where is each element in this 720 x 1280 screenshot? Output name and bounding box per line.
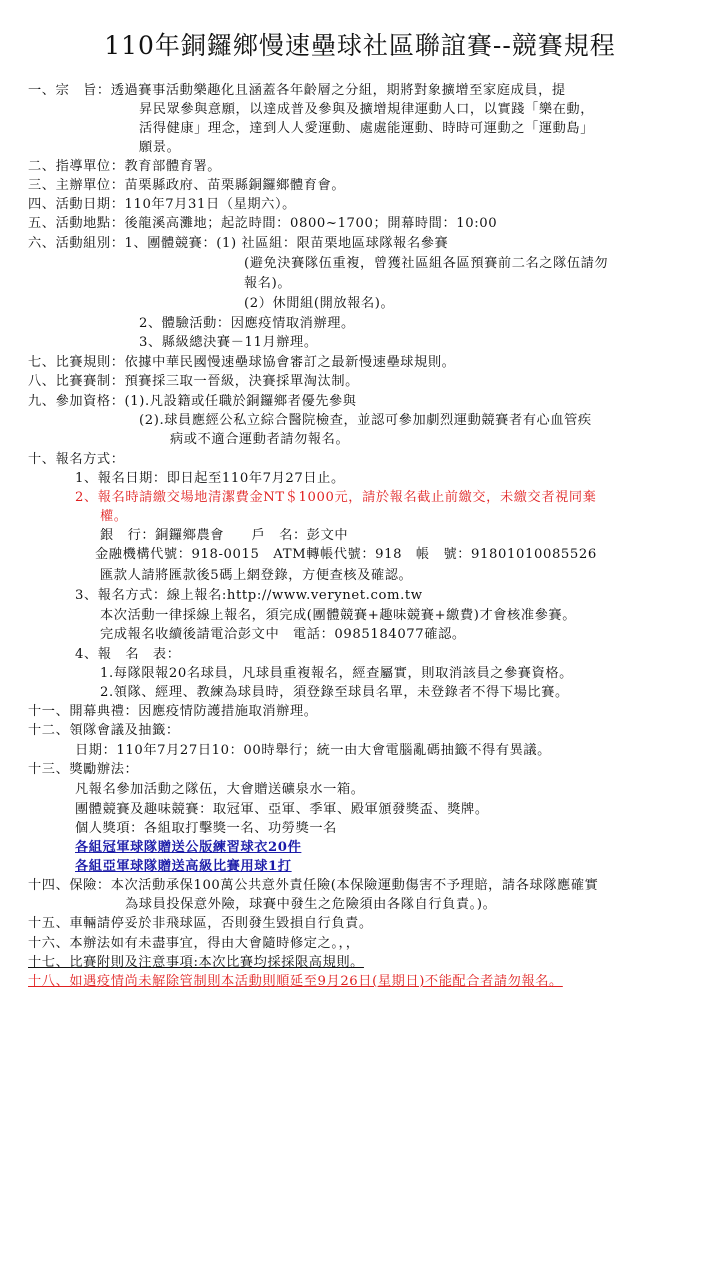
bank-info: 銀 行：銅鑼鄉農會 戶 名：彭文中 (100, 528, 349, 543)
eligibility-line-1: 九、參加資格：(1).凡設籍或任職於銅鑼鄉者優先參與 (28, 394, 357, 409)
purpose-line-2: 昇民眾參與意願，以達成普及參與及擴增規律運動人口，以實踐「樂在動， (139, 102, 594, 117)
insurance-line-2: 為球員投保意外險，球賽中發生之危險須由各隊自行負責。)。 (125, 897, 497, 912)
registration-fee-line-1: 2、報名時請繳交場地清潔費金NT＄1000元，請於報名截止前繳交，未繳交者視同棄 (75, 490, 597, 505)
purpose-line-4: 願景。 (139, 140, 181, 155)
form-rule-2: 2.領隊、經理、教練為球員時，須登錄至球員名單，未登錄者不得下場比賽。 (100, 685, 569, 700)
event-date: 四、活動日期：110年7月31日（星期六）。 (28, 197, 296, 212)
registration-date: 1、報名日期：即日起至110年7月27日止。 (75, 471, 345, 486)
awards-line-1: 凡報名參加活動之隊伍，大會贈送礦泉水一箱。 (75, 782, 365, 797)
organizer: 三、主辦單位：苗栗縣政府、苗栗縣銅鑼鄉體育會。 (28, 178, 346, 193)
groups-line-2: (避免決賽隊伍重複，曾獲社區組各區預賽前二名之隊伍請勿 (244, 256, 609, 271)
eligibility-line-3: 病或不適合運動者請勿報名。 (170, 432, 350, 447)
confirmation-contact: 完成報名收續後請電洽彭文中 電話：0985184077確認。 (100, 627, 466, 642)
groups-line-3: 報名)。 (244, 276, 292, 291)
registration-fee-line-2: 權。 (100, 509, 128, 524)
registration-method: 3、報名方式：線上報名:http://www.verynet.com.tw (75, 588, 423, 603)
awards-line-2: 團體競賽及趣味競賽：取冠軍、亞軍、季軍、殿軍頒發獎盃、獎牌。 (75, 802, 489, 817)
awards-line-3: 個人獎項：各組取打擊獎一名、功勞獎一名 (75, 821, 337, 836)
champion-prize: 各組冠軍球隊贈送公版練習球衣20件 (75, 840, 302, 855)
remittance-note: 匯款人請將匯款後5碼上網登錄，方便查核及確認。 (100, 568, 413, 583)
groups-line-1: 六、活動組別：1、團體競賽：(1) 社區組：限苗栗地區球隊報名參賽 (28, 236, 449, 251)
purpose-line-1: 一、宗 旨：透過賽事活動樂趣化且涵蓋各年齡層之分組，期將對象擴增至家庭成員，提 (28, 83, 566, 98)
registration-form-heading: 4、報 名 表： (75, 647, 181, 662)
competition-format: 八、比賽賽制：預賽採三取一晉級，決賽採單淘汰制。 (28, 374, 359, 389)
opening-ceremony: 十一、開幕典禮：因應疫情防護措施取消辦理。 (28, 704, 318, 719)
account-info: 金融機構代號：918-0015 ATM轉帳代號：918 帳 號：91801010085526 (95, 547, 597, 562)
eligibility-line-2: (2).球員應經公私立綜合醫院檢查，並認可參加劇烈運動競賽者有心血管疾 (139, 413, 592, 428)
groups-line-4: (2）休閒組(開放報名)。 (244, 296, 395, 311)
parking-note: 十五、車輛請停妥於非飛球區，否則發生毀損自行負責。 (28, 916, 373, 931)
competition-rules: 七、比賽規則：依據中華民國慢速壘球協會審訂之最新慢速壘球規則。 (28, 355, 456, 370)
online-registration-note: 本次活動一律採線上報名，須完成(團體競賽+趣味競賽+繳費)才會核准參賽。 (100, 608, 576, 623)
groups-line-5: 2、體驗活動：因應疫情取消辦理。 (139, 316, 355, 331)
leader-meeting-heading: 十二、領隊會議及抽籤： (28, 723, 180, 738)
purpose-line-3: 活得健康」理念，達到人人愛運動、處處能運動、時時可運動之「運動島」 (139, 121, 594, 136)
page-title: 110年銅鑼鄉慢速壘球社區聯誼賽--競賽規程 (104, 31, 616, 60)
amendment-note: 十六、本辦法如有未盡事宜，得由大會隨時修定之。，， (28, 936, 360, 951)
insurance-line-1: 十四、保險：本次活動承保100萬公共意外責任險(本保險運動傷害不予理賠，請各球隊應確實 (28, 878, 599, 893)
registration-heading: 十、報名方式： (28, 452, 125, 467)
guiding-unit: 二、指導單位：教育部體育署。 (28, 159, 222, 174)
postponement-notice: 十八、如遇疫情尚未解除管制則本活動則順延至9月26日(星期日)不能配合者請勿報名。 (28, 974, 563, 989)
event-location: 五、活動地點：後龍溪高灘地；起訖時間：0800~1700；開幕時間：10:00 (28, 216, 498, 231)
supplementary-rules: 十七、比賽附則及注意事項:本次比賽均採採限高規則。 (28, 955, 364, 970)
runner-up-prize: 各組亞軍球隊贈送高級比賽用球1打 (75, 859, 292, 874)
form-rule-1: 1.每隊限報20名球員，凡球員重複報名，經查屬實，則取消該員之參賽資格。 (100, 666, 573, 681)
groups-line-6: 3、縣級總決賽－11月辦理。 (139, 335, 318, 350)
awards-heading: 十三、獎勵辦法： (28, 762, 139, 777)
leader-meeting-date: 日期：110年7月27日10：00時舉行；統一由大會電腦亂碼抽籤不得有異議。 (75, 743, 551, 758)
